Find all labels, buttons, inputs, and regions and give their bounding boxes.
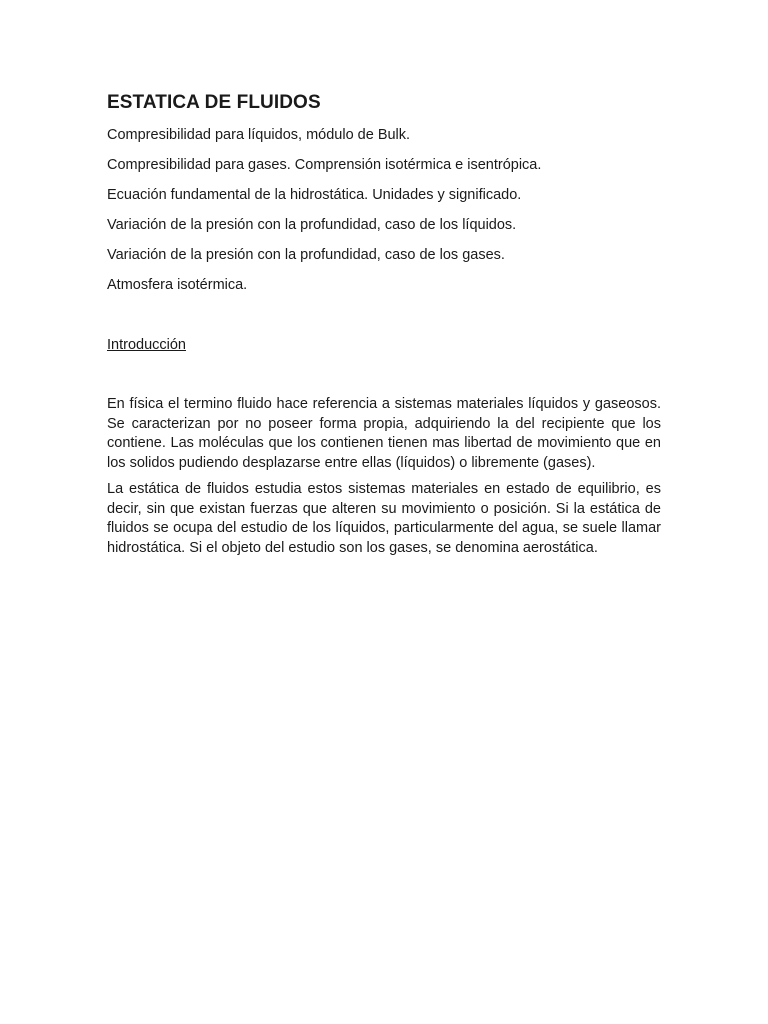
topic-line: Atmosfera isotérmica. xyxy=(107,277,248,293)
intro-paragraph: La estática de fluidos estudia estos sistemas materiales en estado de equilibrio, es decir, sin que existan fuerzas que alteren su movimiento o posición. Si la estática de fluidos se ocupa del estudio de los líquidos, particularmente del agua, se suele llamar hidrostática. Si el objeto del estudio son los gases, se denomina aerostática. xyxy=(107,481,661,556)
intro-heading: Introducción xyxy=(107,337,186,353)
topic-line: Ecuación fundamental de la hidrostática. Unidades y significado. xyxy=(107,187,522,203)
intro-paragraph: En física el termino fluido hace referencia a sistemas materiales líquidos y gaseosos. Se caracterizan por no poseer forma propia, adquiriendo la del recipiente que los contiene. Las moléculas que los contienen tienen mas libertad de movimiento que en los solidos pudiendo desplazarse entre ellas (líquidos) o libremente (gases). xyxy=(107,396,661,471)
topic-line: Variación de la presión con la profundidad, caso de los gases. xyxy=(107,247,505,263)
document-title: ESTATICA DE FLUIDOS xyxy=(107,92,321,113)
document-page xyxy=(107,90,661,565)
topic-line: Variación de la presión con la profundidad, caso de los líquidos. xyxy=(107,217,517,233)
topic-line: Compresibilidad para gases. Comprensión isotérmica e isentrópica. xyxy=(107,157,542,173)
topic-line: Compresibilidad para líquidos, módulo de Bulk. xyxy=(107,127,411,143)
